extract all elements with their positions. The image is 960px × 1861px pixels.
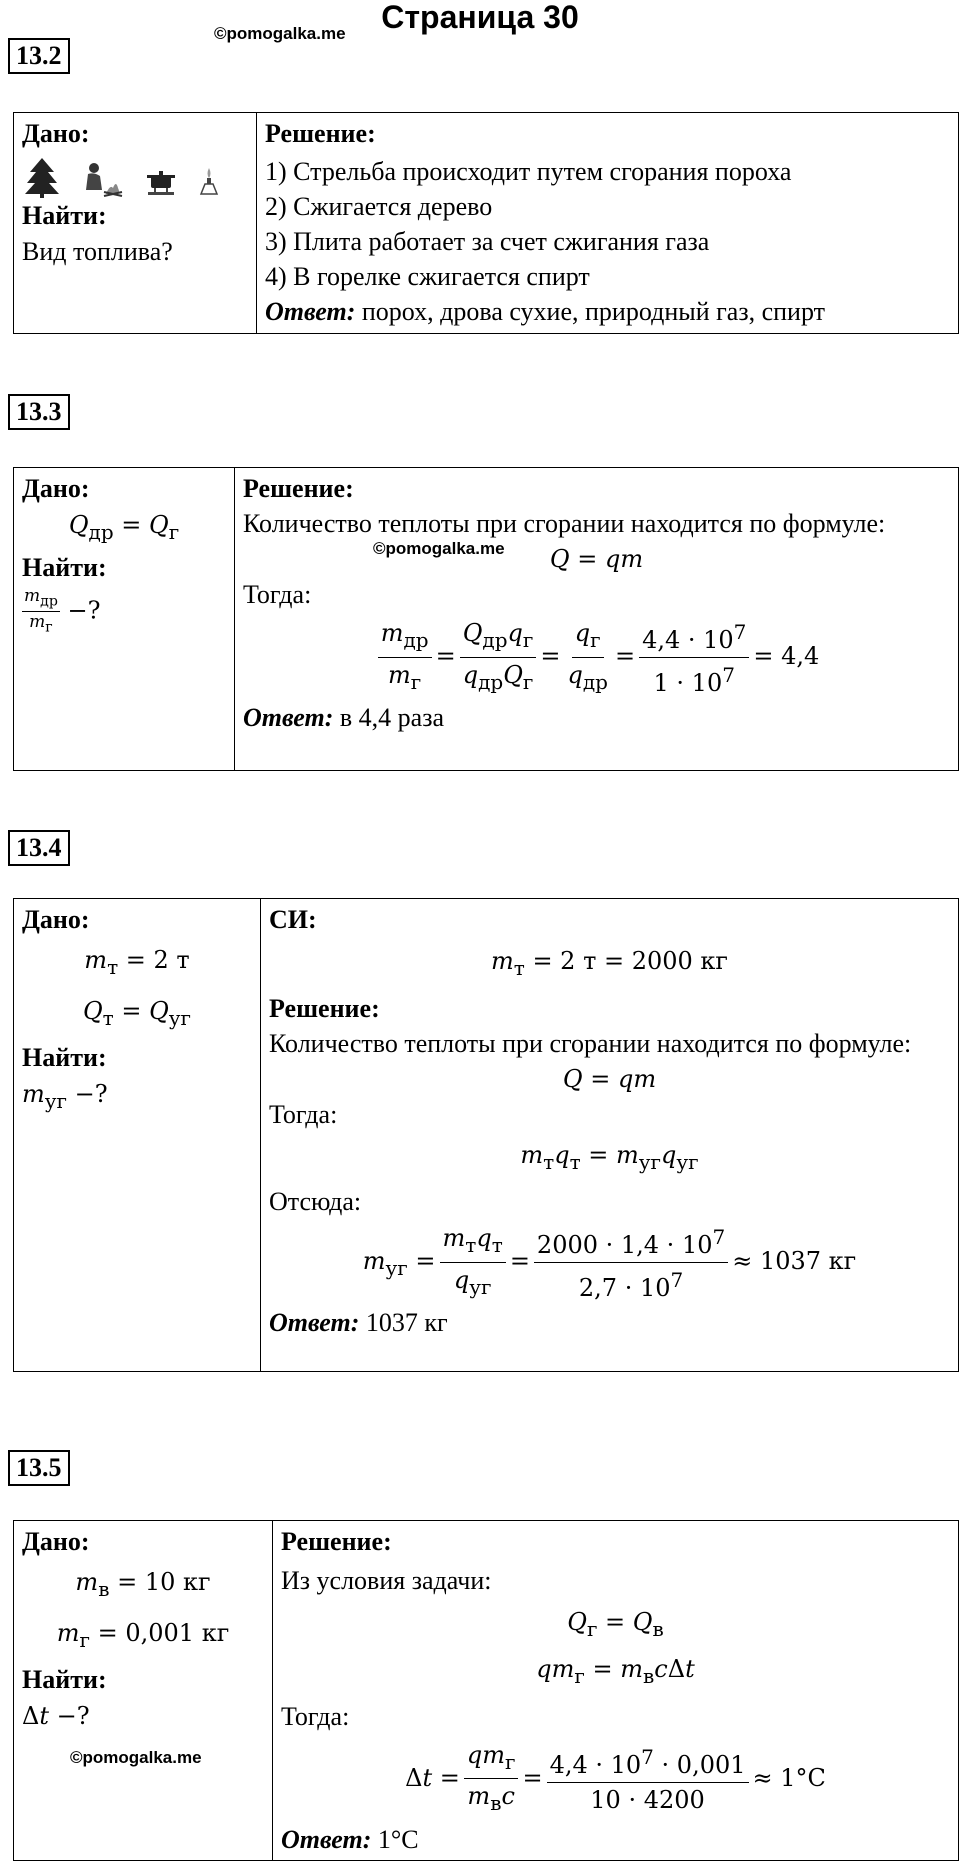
watermark: ©pomogalka.me xyxy=(214,24,346,43)
solution-cell xyxy=(273,1521,959,1861)
solution-intro: Количество теплоты при сгорании находится по формуле: xyxy=(243,509,886,538)
task-number-13-5: 13.5 xyxy=(8,1450,70,1486)
answer-value: 1°C xyxy=(377,1825,419,1855)
given-cell xyxy=(14,899,261,1372)
solution-intro: Количество теплоты при сгорании находится по формуле: xyxy=(269,1028,912,1058)
calc-formula: $m_{др}$ $m_г$ = $Q_{др}q_г$ $q_{др}Q_г$ = $q_г$ $q_{др}$ = $\frac{4,4 \cdot 10^7}{1 \cdot 10^7}$ = 4,4 xyxy=(243,615,950,700)
given-formula-2: $Q_т = Q_{уг}$ xyxy=(82,996,192,1030)
solution-line-4: 4) В горелке сжигается спирт xyxy=(265,262,590,291)
answer-value: порох, дрова сухие, природный газ, спирт xyxy=(361,297,825,326)
solution-line-1: 1) Стрельба происходит путем сгорания пороха xyxy=(265,157,792,186)
answer-line xyxy=(281,1820,950,1860)
campfire-person-icon xyxy=(80,158,124,198)
watermark: ©pomogalka.me xyxy=(373,539,505,558)
given-label: Дано: xyxy=(22,905,90,934)
solution-label: Решение: xyxy=(281,1527,392,1556)
answer-value: в 4,4 раза xyxy=(339,703,445,732)
solution-intro: Из условия задачи: xyxy=(281,1566,492,1595)
task-number-13-4: 13.4 xyxy=(8,830,70,866)
answer-label: Ответ: xyxy=(269,1307,360,1337)
given-cell xyxy=(14,468,235,771)
find-label: Найти: xyxy=(22,552,107,582)
fuel-icons xyxy=(22,152,248,198)
answer-label: Ответ: xyxy=(265,297,356,326)
eq1-formula: $Q_г = Q_в$ xyxy=(567,1608,664,1641)
calc-formula: Δt = $qm_г$ $m_вc$ = $\frac{4,4 \cdot 10^7 \cdot 0,001}{10 \cdot 4200}$ ≈ 1°C xyxy=(281,1738,950,1821)
formula-q: ©pomogalka.me Q = qm xyxy=(243,541,950,577)
answer-line xyxy=(243,700,950,736)
then-text: Тогда: xyxy=(269,1099,338,1129)
given-formula-1: $m_т = 2$ т xyxy=(84,946,190,979)
solution-label: Решение: xyxy=(269,993,380,1023)
solution-line-3: 3) Плита работает за счет сжигания газа xyxy=(265,227,710,256)
solution-cell xyxy=(235,468,959,771)
si-label: СИ: xyxy=(269,905,317,934)
solution-label: Решение: xyxy=(265,119,376,148)
then-text: Тогда: xyxy=(243,580,312,609)
given-formula-2: $m_г = 0,001$ кг xyxy=(56,1618,230,1652)
solution-label: Решение: xyxy=(243,474,354,503)
find-label: Найти: xyxy=(22,1664,107,1694)
task-table-13-3 xyxy=(13,467,959,771)
task-table-13-2 xyxy=(13,112,959,334)
formula-q: Q = qm xyxy=(562,1064,657,1093)
calc-formula: $m_{уг}$ = $m_тq_т$ $q_{уг}$ = $\frac{2000 \cdot 1,4 \cdot 10^7}{2,7 \cdot 10^7}$ ≈ 1037 кг xyxy=(269,1220,950,1305)
find-formula: $m_{др}$ $m_г$ −? xyxy=(24,585,101,636)
find-label: Найти: xyxy=(22,1042,107,1072)
answer-label: Ответ: xyxy=(281,1825,372,1855)
given-cell xyxy=(14,113,257,334)
answer-line xyxy=(269,1305,950,1341)
eq2-formula: $qm_г = m_вc\Delta t$ xyxy=(536,1654,695,1688)
then-text: Тогда: xyxy=(281,1701,350,1731)
spirit-lamp-icon xyxy=(198,164,220,198)
si-formula: $m_т = 2$ т = 2000 кг xyxy=(490,947,729,980)
hence-text: Отсюда: xyxy=(269,1186,362,1216)
gas-stove-icon xyxy=(142,168,180,198)
watermark: ©pomogalka.me xyxy=(70,1747,202,1767)
find-label: Найти: xyxy=(22,201,107,230)
tree-icon xyxy=(22,156,62,198)
answer-value: 1037 кг xyxy=(365,1307,448,1337)
given-label: Дано: xyxy=(22,474,90,503)
given-formula: $Q_{др} = Q_г$ xyxy=(68,511,180,544)
task-number-13-3: 13.3 xyxy=(8,394,70,430)
solution-cell xyxy=(261,899,959,1372)
task-table-13-4 xyxy=(13,898,959,1372)
solution-line-2: 2) Сжигается дерево xyxy=(265,192,493,221)
given-cell xyxy=(14,1521,273,1861)
given-label: Дано: xyxy=(22,1527,90,1556)
given-label: Дано: xyxy=(22,119,90,148)
page-title: Страница 30 xyxy=(381,0,579,35)
answer-line xyxy=(265,294,950,329)
task-table-13-5 xyxy=(13,1520,959,1861)
solution-cell xyxy=(257,113,959,334)
answer-label: Ответ: xyxy=(243,703,334,732)
balance-formula: $m_тq_т = m_{уг}q_{уг}$ xyxy=(520,1140,699,1174)
find-value: Вид топлива? xyxy=(22,237,173,266)
find-formula: $m_{уг}$ −? xyxy=(22,1079,108,1113)
find-formula: Δt −? xyxy=(22,1701,90,1730)
task-number-13-2: 13.2 xyxy=(8,38,70,74)
given-formula-1: $m_в = 10$ кг xyxy=(75,1568,211,1601)
